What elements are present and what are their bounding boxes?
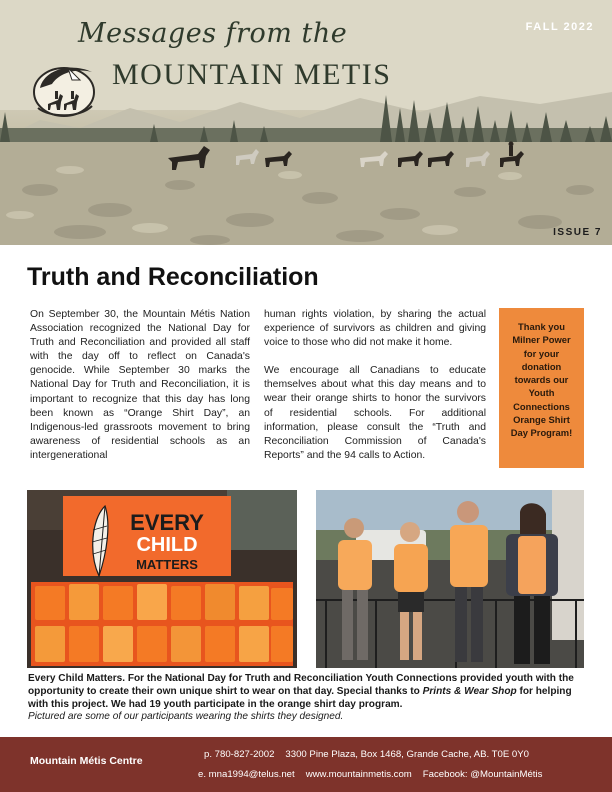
metis-logo <box>30 58 100 120</box>
sidebar-line: Day Program! <box>510 427 573 439</box>
article-column-1 <box>30 308 250 477</box>
youth-participants-illustration <box>316 490 584 668</box>
sidebar-line: Youth <box>528 387 555 399</box>
caption-bold-text: Every Child Matters. For the National Day for Truth and Reconciliation Youth Connections provided youth with the opportunity to create their own unique shirt to wear on that day. Special thanks to <box>28 673 574 697</box>
footer-address: 3300 Pine Plaza, Box 1468, Grande Cache, AB. T0E 0Y0 <box>285 749 529 760</box>
youth-participants-photo <box>316 490 584 668</box>
sidebar-line: Orange Shirt <box>513 414 570 426</box>
caption-italic-line: Pictured are some of our participants wearing the shirts they designed. <box>28 711 344 723</box>
sidebar-line: Connections <box>513 400 570 412</box>
masthead-subtitle: Messages from the <box>78 18 348 49</box>
footer <box>0 737 612 792</box>
sidebar-line: Milner Power <box>512 334 571 346</box>
sidebar-line: towards our <box>514 374 569 386</box>
article-paragraph: human rights violation, by sharing the actual experience of survivors as children and giving voice to those who did not make it home. <box>264 309 486 349</box>
sidebar-line: donation <box>521 360 562 372</box>
article-paragraph: On September 30, the Mountain Métis Nation Association recognized the National Day for Truth and Reconciliation and provided all staff with the day off to reflect on Canada's genocide. While September 30 marks the National Day for Truth and Reconciliation, it is important to recognize that this day has long been known as “Orange Shirt Day”, an Indigenous-led grassroots movement to bring awareness of residential schools as an intergenerational <box>30 309 250 461</box>
banner-text-child: CHILD <box>136 534 198 556</box>
masthead-title: MOUNTAIN METIS <box>112 58 392 91</box>
footer-email[interactable]: e. mna1994@telus.net <box>198 769 295 780</box>
article-paragraph: We encourage all Canadians to educate themselves about what this day means and to wear their orange shirts to honor the survivors of residential schools. For additional information, please consult the “Truth and Reconciliation Commission of Canada's Reports” and the 94 calls to Action. <box>264 365 486 461</box>
article-column-2 <box>264 308 486 477</box>
sidebar-line: Thank you <box>518 321 565 332</box>
caption-bold-tail: for helping with this project. We had 19 youth participate in the orange shirt day program. <box>28 685 572 710</box>
footer-facebook[interactable]: Facebook: @MountainMétis <box>422 769 543 780</box>
caption-shop-name: Prints & Wear Shop <box>422 685 517 697</box>
thank-you-sidebar <box>499 308 584 468</box>
sidebar-line: for your <box>523 347 560 359</box>
issue-number: ISSUE 7 <box>553 227 602 238</box>
footer-organization: Mountain Métis Centre <box>30 755 143 767</box>
footer-phone: p. 780-827-2002 <box>204 749 275 760</box>
footer-website[interactable]: www.mountainmetis.com <box>305 769 412 780</box>
footer-contact-line-2 <box>198 769 542 780</box>
footer-contact-line-1 <box>204 749 529 760</box>
banner-text-every: EVERY <box>130 510 204 535</box>
banner-text-matters: MATTERS <box>136 557 198 572</box>
article-headline: Truth and Reconciliation <box>27 263 319 291</box>
orange-shirts-illustration <box>27 490 297 668</box>
orange-shirts-photo <box>27 490 297 668</box>
photo-caption <box>28 673 588 724</box>
header-banner <box>0 0 612 245</box>
issue-season: FALL 2022 <box>525 21 594 33</box>
